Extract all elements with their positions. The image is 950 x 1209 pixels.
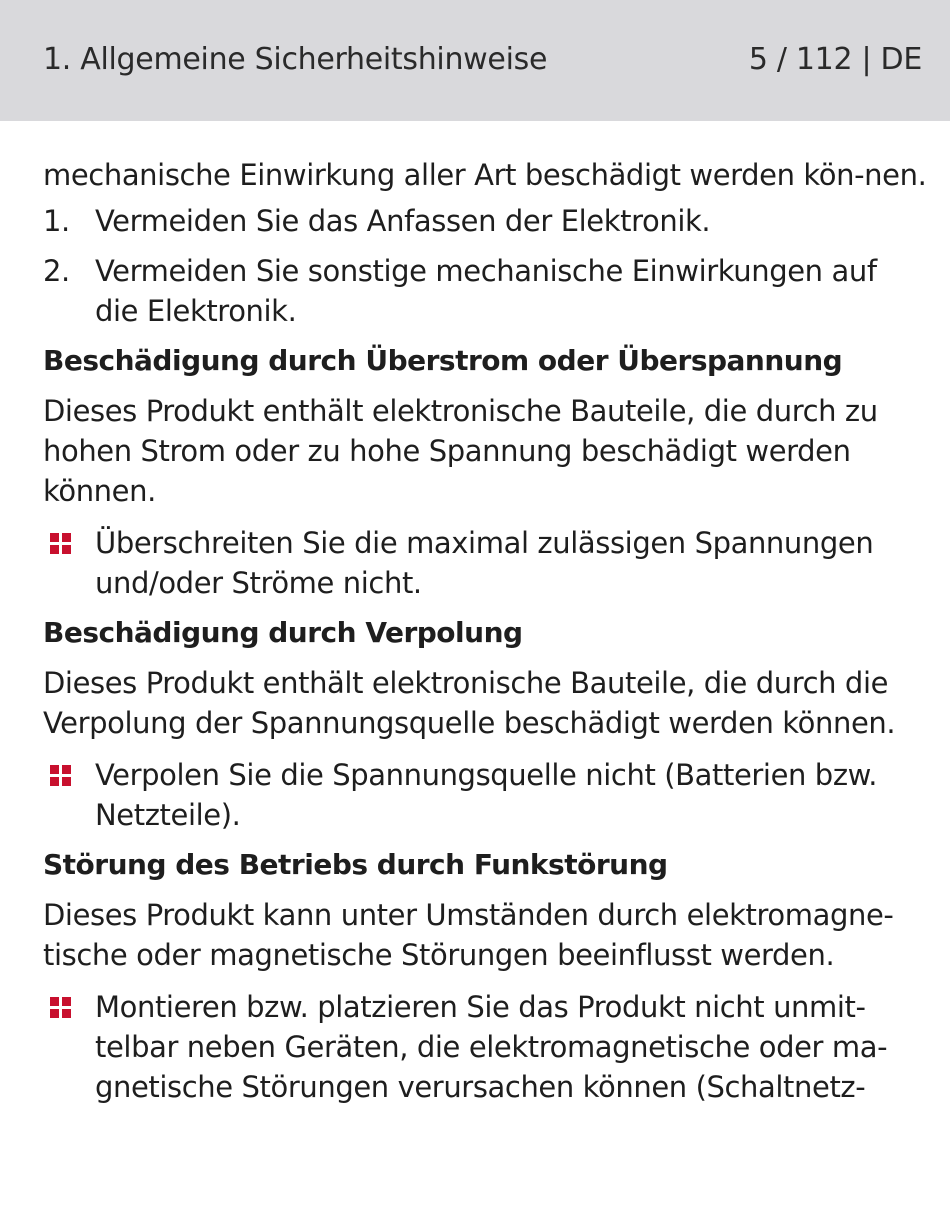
bullet-item (43, 987, 928, 1107)
section-heading: Beschädigung durch Überstrom oder Überspannung (43, 344, 843, 377)
bullet-item (43, 523, 928, 603)
bullet-text: Verpolen Sie die Spannungsquelle nicht (Batterien bzw. Netzteile). (95, 758, 878, 832)
step-number: 2. (43, 254, 70, 288)
step-item (43, 201, 928, 241)
bullet-icon (50, 997, 72, 1019)
step-number: 1. (43, 204, 70, 238)
section-heading: Störung des Betriebs durch Funkstörung (43, 848, 668, 881)
section-body: Dieses Produkt enthält elektronische Bauteile, die durch die Verpolung der Spannungsquelle beschädigt werden können. (43, 666, 896, 740)
bullet-icon (50, 533, 72, 555)
intro-text: mechanische Einwirkung aller Art beschädigt werden kön-nen. (43, 158, 927, 192)
bullet-text: Überschreiten Sie die maximal zulässigen Spannungen und/oder Ströme nicht. (95, 526, 874, 600)
step-text: Vermeiden Sie das Anfassen der Elektronik. (95, 204, 711, 238)
step-item (43, 251, 928, 331)
document-content (43, 155, 928, 1117)
page-indicator: 5 / 112 | DE (748, 42, 922, 77)
bullet-text: Montieren bzw. platzieren Sie das Produkt nicht unmit-telbar neben Geräten, die elektromagnetische oder ma-gnetische Störungen verursachen können (Schaltnetz- (95, 990, 888, 1104)
section-body: Dieses Produkt kann unter Umständen durch elektromagne-tische oder magnetische Störungen beeinflusst werden. (43, 898, 894, 972)
section-body: Dieses Produkt enthält elektronische Bauteile, die durch zu hohen Strom oder zu hohe Spannung beschädigt werden können. (43, 394, 878, 508)
step-text: Vermeiden Sie sonstige mechanische Einwirkungen auf die Elektronik. (95, 254, 877, 328)
bullet-item (43, 755, 928, 835)
section-heading: Beschädigung durch Verpolung (43, 616, 523, 649)
bullet-icon (50, 765, 72, 787)
page-header (0, 0, 950, 121)
section-title: 1. Allgemeine Sicherheitshinweise (43, 42, 548, 77)
